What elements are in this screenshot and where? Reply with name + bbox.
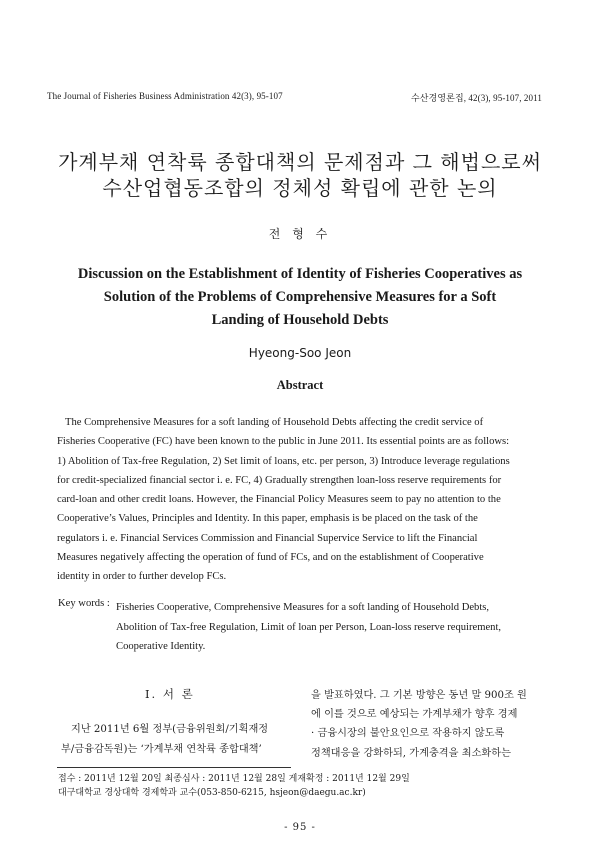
keywords-label: Key words :	[58, 598, 110, 609]
abstract-body	[57, 413, 538, 587]
abstract-line: 1) Abolition of Tax-free Regulation, 2) Set limit of loans, etc. per person, 3) Introduce leverage regulations	[57, 455, 510, 467]
body-column-right	[311, 686, 542, 763]
english-title-line-1: Discussion on the Establishment of Identity of Fisheries Cooperatives as	[77, 266, 523, 282]
abstract-line: regulators i. e. Financial Services Commission and Financial Supervice Service to lift the Financial	[57, 532, 478, 544]
english-title-line-2: Solution of the Problems of Comprehensive Measures for a Soft	[103, 289, 497, 305]
korean-author: 전 형 수	[268, 227, 332, 241]
footnote-dates: 접수 : 2011년 12월 20일 최종심사 : 2011년 12월 28일 게재확정 : 2011년 12월 29일	[58, 774, 410, 784]
abstract-line: The Comprehensive Measures for a soft landing of Household Debts affecting the credit service of	[65, 417, 484, 428]
footnote-divider	[57, 767, 291, 768]
abstract-line: for credit-specialized financial sector i. e. FC, 4) Gradually strengthen loan-loss reserve requirements for	[57, 474, 502, 486]
korean-title-line-1: 가계부채 연착륙 종합대책의 문제점과 그 해법으로써	[58, 150, 542, 174]
keywords-line: Cooperative Identity.	[116, 641, 206, 652]
journal-header-korean: 수산경영론집, 42(3), 95-107, 2011	[410, 93, 542, 103]
abstract-heading: Abstract	[276, 378, 324, 392]
section-heading-introduction: Ⅰ. 서 론	[145, 687, 195, 701]
journal-header-english: The Journal of Fisheries Business Administration 42(3), 95-107	[47, 91, 283, 101]
body-line: 정책대응을 강화하되, 가계충격을 최소화하는	[311, 747, 511, 759]
english-author: Hyeong-Soo Jeon	[248, 346, 352, 360]
body-line: 부/금융감독원)는 ‘가계부채 연착륙 종합대책’	[61, 743, 262, 755]
keywords-list	[116, 598, 540, 657]
english-title	[40, 263, 560, 332]
body-line: 에 이를 것으로 예상되는 가계부채가 향후 경제	[311, 709, 518, 721]
abstract-line: card-loan and other credit loans. However, the Financial Policy Measures seem to pay no attention to the	[57, 494, 501, 506]
abstract-line: identity in order to further develop FCs.	[57, 571, 227, 583]
korean-title-line-2: 수산업협동조합의 정체성 확립에 관한 논의	[102, 176, 498, 200]
abstract-line: Fisheries Cooperative (FC) have been known to the public in June 2011. Its essential points are as follows:	[57, 436, 510, 448]
body-line: 을 발표하였다. 그 기본 방향은 동년 말 900조 원	[311, 690, 527, 701]
english-title-line-3: Landing of Household Debts	[211, 312, 389, 328]
korean-title	[40, 149, 560, 201]
page-number: - 95 -	[284, 822, 316, 833]
keywords-line: Abolition of Tax-free Regulation, Limit of loan per Person, Loan-loss reserve requirement,	[116, 621, 502, 633]
footnote-affiliation: 대구대학교 경상대학 경제학과 교수(053-850-6215, hsjeon@daegu.ac.kr)	[58, 788, 366, 798]
body-line: · 금융시장의 불안요인으로 작용하지 않도록	[311, 728, 505, 740]
abstract-line: Measures negatively affecting the operation of fund of FCs, and on the establishment of Cooperative	[57, 552, 484, 564]
abstract-line: Cooperative’s Values, Principles and Identity. In this paper, emphasis is be placed on the task of the	[57, 513, 478, 525]
body-line: 지난 2011년 6월 정부(금융위원회/기획재정	[71, 724, 269, 735]
body-column-left	[61, 720, 291, 759]
keywords-line: Fisheries Cooperative, Comprehensive Measures for a soft landing of Household Debts,	[116, 602, 490, 613]
